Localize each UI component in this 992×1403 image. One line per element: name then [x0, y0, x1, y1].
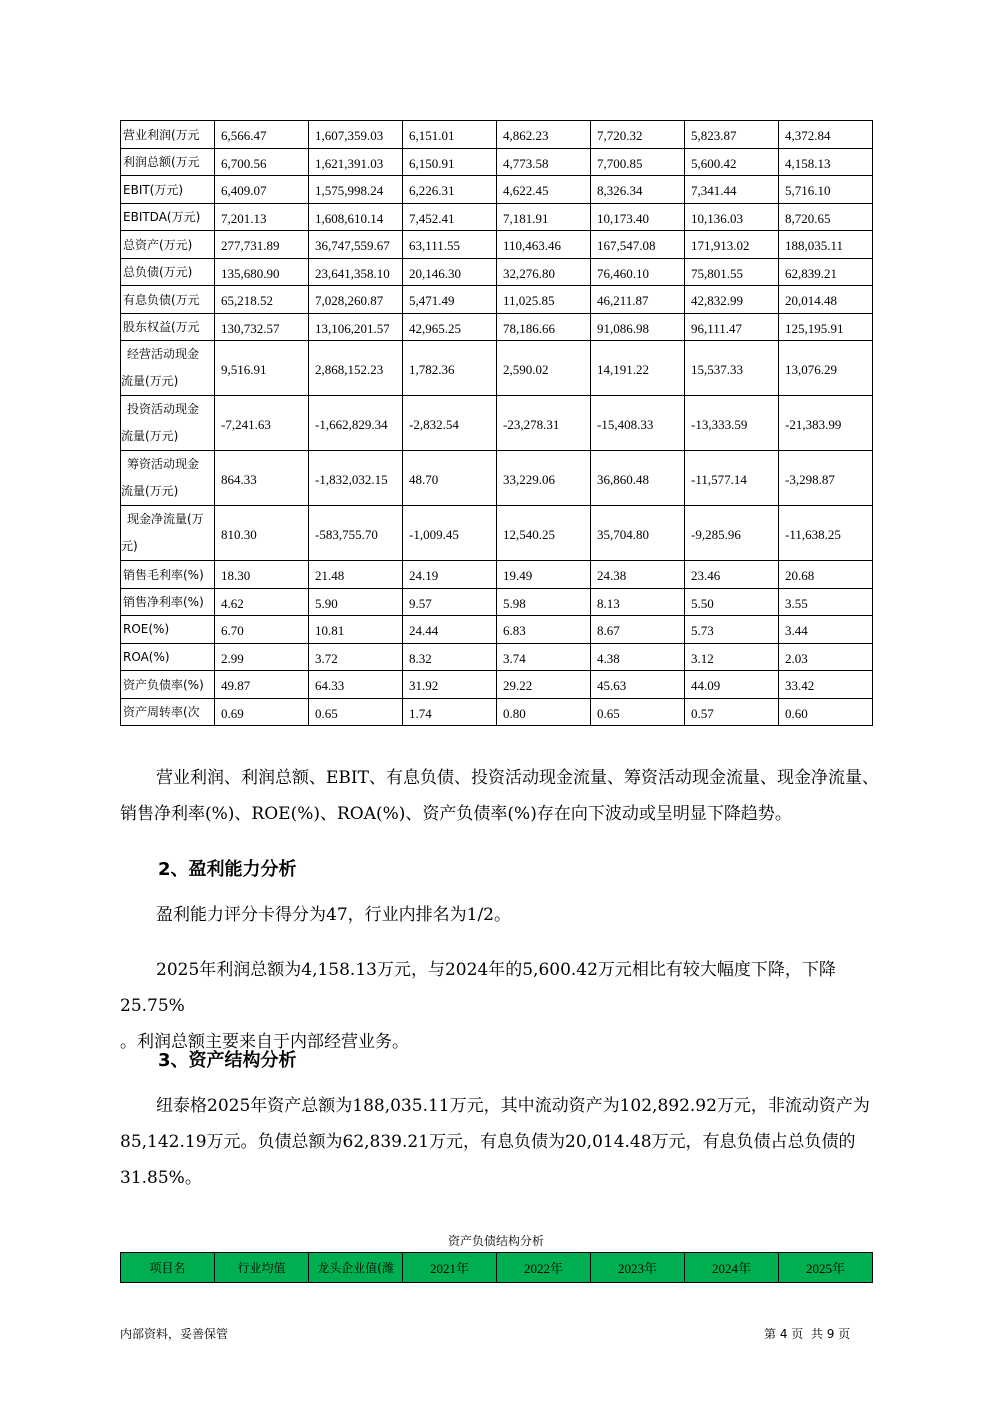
table-row — [121, 588, 873, 616]
table-cell: 91,086.98 — [591, 313, 685, 341]
table-cell: 1,782.36 — [403, 341, 497, 396]
table-cell: 20,146.30 — [403, 258, 497, 286]
table-cell: 5.90 — [309, 588, 403, 616]
table-cell: 9,516.91 — [215, 341, 309, 396]
table-cell: 7,201.13 — [215, 203, 309, 231]
table-cell: 44.09 — [685, 671, 779, 699]
column-header: 2024年 — [685, 1253, 779, 1283]
table-cell: -21,383.99 — [779, 396, 873, 451]
table-cell: 4,862.23 — [497, 121, 591, 149]
table-cell: 8.32 — [403, 643, 497, 671]
table-cell: 65,218.52 — [215, 286, 309, 314]
section-heading-profitability: 2、盈利能力分析 — [158, 859, 297, 880]
table-cell: 6,151.01 — [403, 121, 497, 149]
table-row — [121, 231, 873, 259]
table-cell: 11,025.85 — [497, 286, 591, 314]
table-row — [121, 616, 873, 644]
table-cell: 48.70 — [403, 451, 497, 506]
row-label: 资产周转率(次 — [121, 698, 215, 726]
trend-paragraph: 营业利润、利润总额、EBIT、有息负债、投资活动现金流量、筹资活动现金流量、现金净流量、销售净利率(%)、ROE(%)、ROA(%)、资产负债率(%)存在向下波动或呈明显下降趋势。 — [120, 768, 879, 824]
row-label: 资产负债率(%) — [121, 671, 215, 699]
table-cell: 5,600.42 — [685, 148, 779, 176]
table-cell: 2,590.02 — [497, 341, 591, 396]
table-cell: 5.73 — [685, 616, 779, 644]
table-cell: 35,704.80 — [591, 506, 685, 561]
row-label: 经营活动现金 流量(万元) — [121, 341, 215, 396]
table-cell: 78,186.66 — [497, 313, 591, 341]
row-label: ROA(%) — [121, 643, 215, 671]
table-cell: 3.12 — [685, 643, 779, 671]
table-cell: 1.74 — [403, 698, 497, 726]
table-cell: 24.38 — [591, 561, 685, 589]
table-cell: 6,566.47 — [215, 121, 309, 149]
table-row — [121, 176, 873, 204]
table-cell: 6.70 — [215, 616, 309, 644]
table-cell: 42,965.25 — [403, 313, 497, 341]
table-row — [121, 121, 873, 149]
table-cell: 33,229.06 — [497, 451, 591, 506]
table-cell: 20,014.48 — [779, 286, 873, 314]
table-cell: 8,326.34 — [591, 176, 685, 204]
table-cell: 4,158.13 — [779, 148, 873, 176]
column-header: 项目名 — [121, 1253, 215, 1283]
table-cell: 6,150.91 — [403, 148, 497, 176]
table-cell: 63,111.55 — [403, 231, 497, 259]
table-cell: 1,575,998.24 — [309, 176, 403, 204]
table-cell: 7,028,260.87 — [309, 286, 403, 314]
table-cell: 7,181.91 — [497, 203, 591, 231]
table-cell: 810.30 — [215, 506, 309, 561]
table-cell: 6,226.31 — [403, 176, 497, 204]
table-cell: -11,638.25 — [779, 506, 873, 561]
table-cell: 4.62 — [215, 588, 309, 616]
table-cell: 29.22 — [497, 671, 591, 699]
table-cell: -7,241.63 — [215, 396, 309, 451]
table-cell: 31.92 — [403, 671, 497, 699]
table-cell: 5,716.10 — [779, 176, 873, 204]
row-label: 利润总额(万元 — [121, 148, 215, 176]
table-cell: 8.67 — [591, 616, 685, 644]
section-heading-asset-structure: 3、资产结构分析 — [158, 1050, 297, 1071]
table-row — [121, 698, 873, 726]
asset-structure-paragraph: 纽泰格2025年资产总额为188,035.11万元，其中流动资产为102,892.92万元，非流动资产为85,142.19万元。负债总额为62,839.21万元，有息负债为20,014.48万元，有息负债占总负债的31.85%。 — [120, 1096, 870, 1188]
table-cell: 32,276.80 — [497, 258, 591, 286]
row-label: EBITDA(万元) — [121, 203, 215, 231]
table-cell: 167,547.08 — [591, 231, 685, 259]
footer-confidential-note: 内部资料，妥善保管 — [120, 1327, 229, 1341]
table-cell: 75,801.55 — [685, 258, 779, 286]
row-label: 筹资活动现金 流量(万元) — [121, 451, 215, 506]
table-row — [121, 286, 873, 314]
profit-total-paragraph: 2025年利润总额为4,158.13万元，与2024年的5,600.42万元相比有较大幅度下降，下降25.75% 。利润总额主要来自于内部经营业务。 — [120, 960, 836, 1052]
table-cell: 7,341.44 — [685, 176, 779, 204]
table-cell: 6,700.56 — [215, 148, 309, 176]
table-row — [121, 506, 873, 561]
table-cell: 130,732.57 — [215, 313, 309, 341]
table-cell: -1,832,032.15 — [309, 451, 403, 506]
row-label: ROE(%) — [121, 616, 215, 644]
table-cell: 6,409.07 — [215, 176, 309, 204]
table-cell: 10.81 — [309, 616, 403, 644]
table-cell: 76,460.10 — [591, 258, 685, 286]
table-cell: 2,868,152.23 — [309, 341, 403, 396]
row-label: 有息负债(万元 — [121, 286, 215, 314]
column-header: 2023年 — [591, 1253, 685, 1283]
table-cell: 19.49 — [497, 561, 591, 589]
table-cell: 277,731.89 — [215, 231, 309, 259]
table-cell: -9,285.96 — [685, 506, 779, 561]
column-header: 龙头企业值(潍 — [309, 1253, 403, 1283]
table-cell: 3.55 — [779, 588, 873, 616]
table-row — [121, 643, 873, 671]
table-cell: 2.03 — [779, 643, 873, 671]
table-cell: 7,452.41 — [403, 203, 497, 231]
table-cell: -3,298.87 — [779, 451, 873, 506]
table-cell: 14,191.22 — [591, 341, 685, 396]
column-header: 行业均值 — [215, 1253, 309, 1283]
table-row — [121, 561, 873, 589]
table-cell: 49.87 — [215, 671, 309, 699]
table-cell: -15,408.33 — [591, 396, 685, 451]
table-cell: 8,720.65 — [779, 203, 873, 231]
table-cell: 188,035.11 — [779, 231, 873, 259]
row-label: 现金净流量(万 元) — [121, 506, 215, 561]
table-cell: -23,278.31 — [497, 396, 591, 451]
table-cell: 7,700.85 — [591, 148, 685, 176]
table-cell: 1,621,391.03 — [309, 148, 403, 176]
table-cell: 15,537.33 — [685, 341, 779, 396]
table-cell: 13,076.29 — [779, 341, 873, 396]
row-label: 销售净利率(%) — [121, 588, 215, 616]
table-row — [121, 258, 873, 286]
table-row — [121, 396, 873, 451]
table-cell: 96,111.47 — [685, 313, 779, 341]
column-header: 2022年 — [497, 1253, 591, 1283]
row-label: EBIT(万元) — [121, 176, 215, 204]
row-label: 营业利润(万元 — [121, 121, 215, 149]
table-cell: 36,747,559.67 — [309, 231, 403, 259]
table-row — [121, 671, 873, 699]
table-cell: -1,009.45 — [403, 506, 497, 561]
table-row — [121, 451, 873, 506]
table-cell: 7,720.32 — [591, 121, 685, 149]
table-cell: -2,832.54 — [403, 396, 497, 451]
column-header: 2021年 — [403, 1253, 497, 1283]
table-cell: 5,823.87 — [685, 121, 779, 149]
table-cell: 3.44 — [779, 616, 873, 644]
table-cell: 5.50 — [685, 588, 779, 616]
table-cell: 36,860.48 — [591, 451, 685, 506]
table-cell: 5.98 — [497, 588, 591, 616]
table-cell: -13,333.59 — [685, 396, 779, 451]
table-cell: 5,471.49 — [403, 286, 497, 314]
table-cell: 0.65 — [591, 698, 685, 726]
table-cell: 4,372.84 — [779, 121, 873, 149]
table-cell: 64.33 — [309, 671, 403, 699]
table-cell: 62,839.21 — [779, 258, 873, 286]
table-cell: -583,755.70 — [309, 506, 403, 561]
table-cell: -11,577.14 — [685, 451, 779, 506]
table-cell: 135,680.90 — [215, 258, 309, 286]
profitability-score-paragraph: 盈利能力评分卡得分为47，行业内排名为1/2。 — [156, 905, 511, 925]
table-cell: 3.74 — [497, 643, 591, 671]
table-cell: 24.44 — [403, 616, 497, 644]
footer-page-number: 第 4 页 共 9 页 — [764, 1327, 851, 1341]
table-cell: 23.46 — [685, 561, 779, 589]
table-cell: 33.42 — [779, 671, 873, 699]
table-cell: 45.63 — [591, 671, 685, 699]
table-cell: 1,608,610.14 — [309, 203, 403, 231]
table-cell: 4,622.45 — [497, 176, 591, 204]
table-cell: 4,773.58 — [497, 148, 591, 176]
table-cell: 0.60 — [779, 698, 873, 726]
row-label: 总资产(万元) — [121, 231, 215, 259]
table-row — [121, 341, 873, 396]
table-cell: 12,540.25 — [497, 506, 591, 561]
table-cell: 9.57 — [403, 588, 497, 616]
financial-table — [120, 120, 873, 726]
table-cell: 46,211.87 — [591, 286, 685, 314]
table-cell: 110,463.46 — [497, 231, 591, 259]
table-cell: 13,106,201.57 — [309, 313, 403, 341]
table-cell: 18.30 — [215, 561, 309, 589]
row-label: 股东权益(万元 — [121, 313, 215, 341]
table-cell: 24.19 — [403, 561, 497, 589]
table-cell: 23,641,358.10 — [309, 258, 403, 286]
table-cell: 2.99 — [215, 643, 309, 671]
row-label: 总负债(万元) — [121, 258, 215, 286]
column-header: 2025年 — [779, 1253, 873, 1283]
table-cell: -1,662,829.34 — [309, 396, 403, 451]
table-cell: 0.69 — [215, 698, 309, 726]
table-cell: 6.83 — [497, 616, 591, 644]
table-cell: 10,136.03 — [685, 203, 779, 231]
asset-liability-structure-table — [120, 1252, 873, 1283]
table-row — [121, 203, 873, 231]
table-cell: 20.68 — [779, 561, 873, 589]
table-cell: 0.65 — [309, 698, 403, 726]
row-label: 投资活动现金 流量(万元) — [121, 396, 215, 451]
table-cell: 0.80 — [497, 698, 591, 726]
table-cell: 21.48 — [309, 561, 403, 589]
structure-table-caption: 资产负债结构分析 — [447, 1234, 544, 1248]
table-row — [121, 148, 873, 176]
table-cell: 10,173.40 — [591, 203, 685, 231]
table-cell: 864.33 — [215, 451, 309, 506]
row-label: 销售毛利率(%) — [121, 561, 215, 589]
table-row — [121, 313, 873, 341]
table-cell: 4.38 — [591, 643, 685, 671]
table-cell: 125,195.91 — [779, 313, 873, 341]
table-cell: 42,832.99 — [685, 286, 779, 314]
table-cell: 171,913.02 — [685, 231, 779, 259]
table-cell: 0.57 — [685, 698, 779, 726]
table-cell: 3.72 — [309, 643, 403, 671]
table-cell: 8.13 — [591, 588, 685, 616]
table-cell: 1,607,359.03 — [309, 121, 403, 149]
